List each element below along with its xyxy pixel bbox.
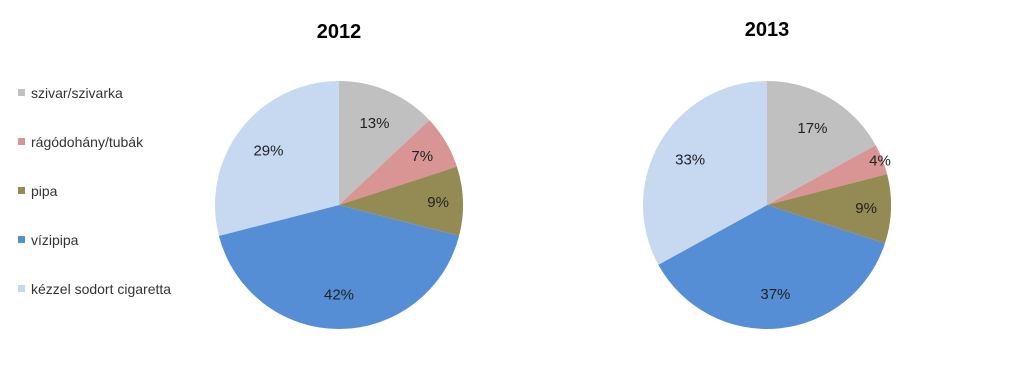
- legend-label-ragodohany: rágódohány/tubák: [31, 134, 144, 150]
- legend-label-szivar: szivar/szivarka: [31, 85, 123, 101]
- data-label-2: 4%: [869, 152, 891, 170]
- data-label-4: 42%: [323, 286, 355, 304]
- pie-chart-2013: [643, 19, 891, 329]
- data-label-3: 9%: [855, 200, 877, 218]
- data-label-5: 33%: [675, 151, 706, 169]
- legend-label-vizipipa: vízipipa: [31, 232, 79, 248]
- legend-label-kezzel-sodort: kézzel sodort cigaretta: [31, 281, 172, 297]
- data-label-1: 13%: [359, 115, 390, 133]
- legend-label-pipa: pipa: [31, 183, 58, 199]
- data-label-5: 29%: [253, 142, 284, 160]
- pie-chart-2012: [215, 21, 463, 329]
- data-label-1: 17%: [797, 120, 828, 138]
- data-label-4: 37%: [760, 285, 791, 303]
- data-label-2: 7%: [411, 147, 434, 165]
- chart-title: 2012: [316, 21, 362, 43]
- chart-title: 2013: [744, 19, 790, 41]
- data-label-3: 9%: [427, 193, 449, 211]
